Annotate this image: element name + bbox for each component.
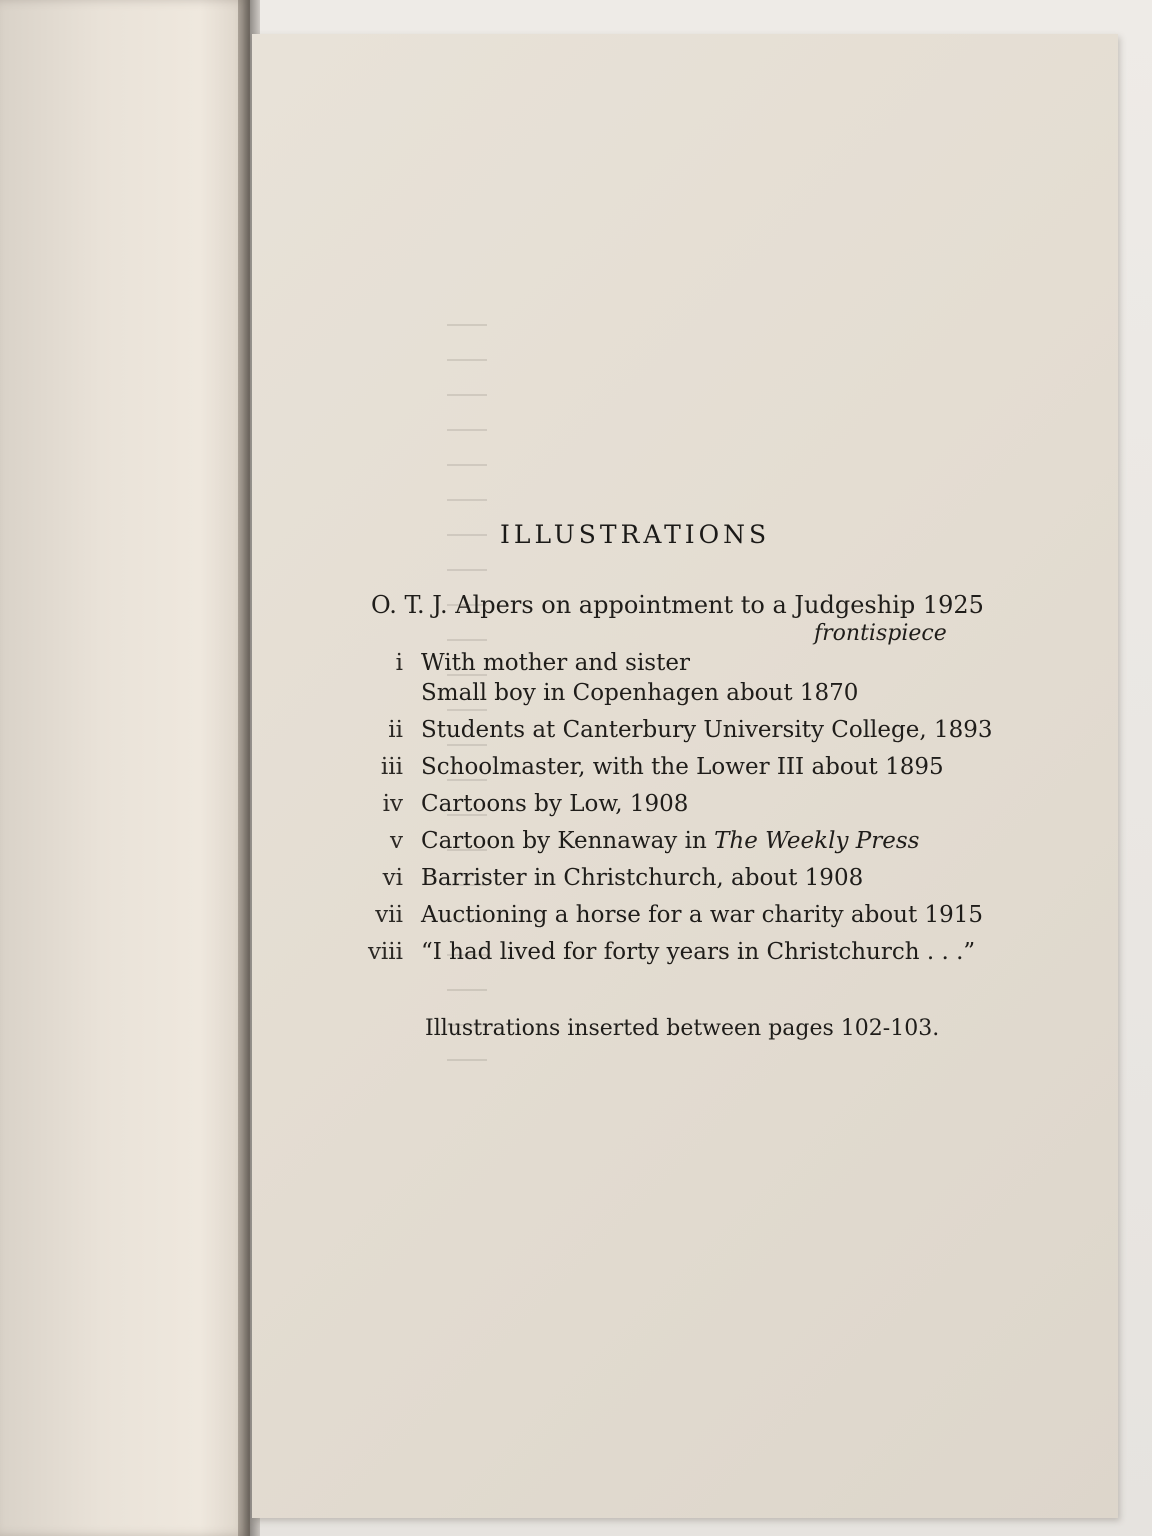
list-item	[351, 648, 971, 708]
list-item	[351, 863, 971, 893]
frontispiece-caption: O. T. J. Alpers on appointment to a Judgeship 1925	[371, 591, 984, 619]
list-item	[351, 789, 971, 819]
item-number: v	[390, 828, 403, 854]
item-caption: Students at Canterbury University College, 1893	[421, 717, 993, 743]
item-number: vii	[375, 902, 403, 928]
item-caption: Schoolmaster, with the Lower III about 1895	[421, 754, 944, 780]
frontispiece-label: frontispiece	[814, 621, 947, 646]
item-caption-line: With mother and sister	[421, 650, 690, 676]
item-caption: Barrister in Christchurch, about 1908	[421, 865, 864, 891]
list-item	[351, 752, 971, 782]
list-item	[351, 900, 984, 930]
item-number: iii	[380, 754, 403, 780]
list-item	[351, 715, 993, 745]
item-number: i	[395, 650, 403, 676]
left-page	[0, 0, 250, 1536]
insertion-note: Illustrations inserted between pages 102-103.	[425, 1016, 940, 1041]
item-caption	[421, 826, 971, 856]
item-caption: Cartoons by Low, 1908	[421, 791, 689, 817]
item-number: viii	[367, 939, 403, 965]
item-caption-line: Small boy in Copenhagen about 1870	[421, 680, 859, 706]
page-title: ILLUSTRATIONS	[500, 520, 771, 549]
item-caption	[421, 648, 971, 708]
item-number: ii	[388, 717, 403, 743]
publication-title: The Weekly Press	[714, 828, 920, 854]
item-number: vi	[382, 865, 403, 891]
list-item	[351, 826, 971, 856]
item-number: iv	[382, 791, 403, 817]
item-caption: Auctioning a horse for a war charity about 1915	[421, 902, 984, 928]
list-item	[351, 937, 976, 967]
item-caption: “I had lived for forty years in Christchurch . . .”	[421, 939, 976, 965]
illustrations-list	[351, 648, 993, 974]
item-caption-prefix: Cartoon by Kennaway in	[421, 828, 715, 854]
